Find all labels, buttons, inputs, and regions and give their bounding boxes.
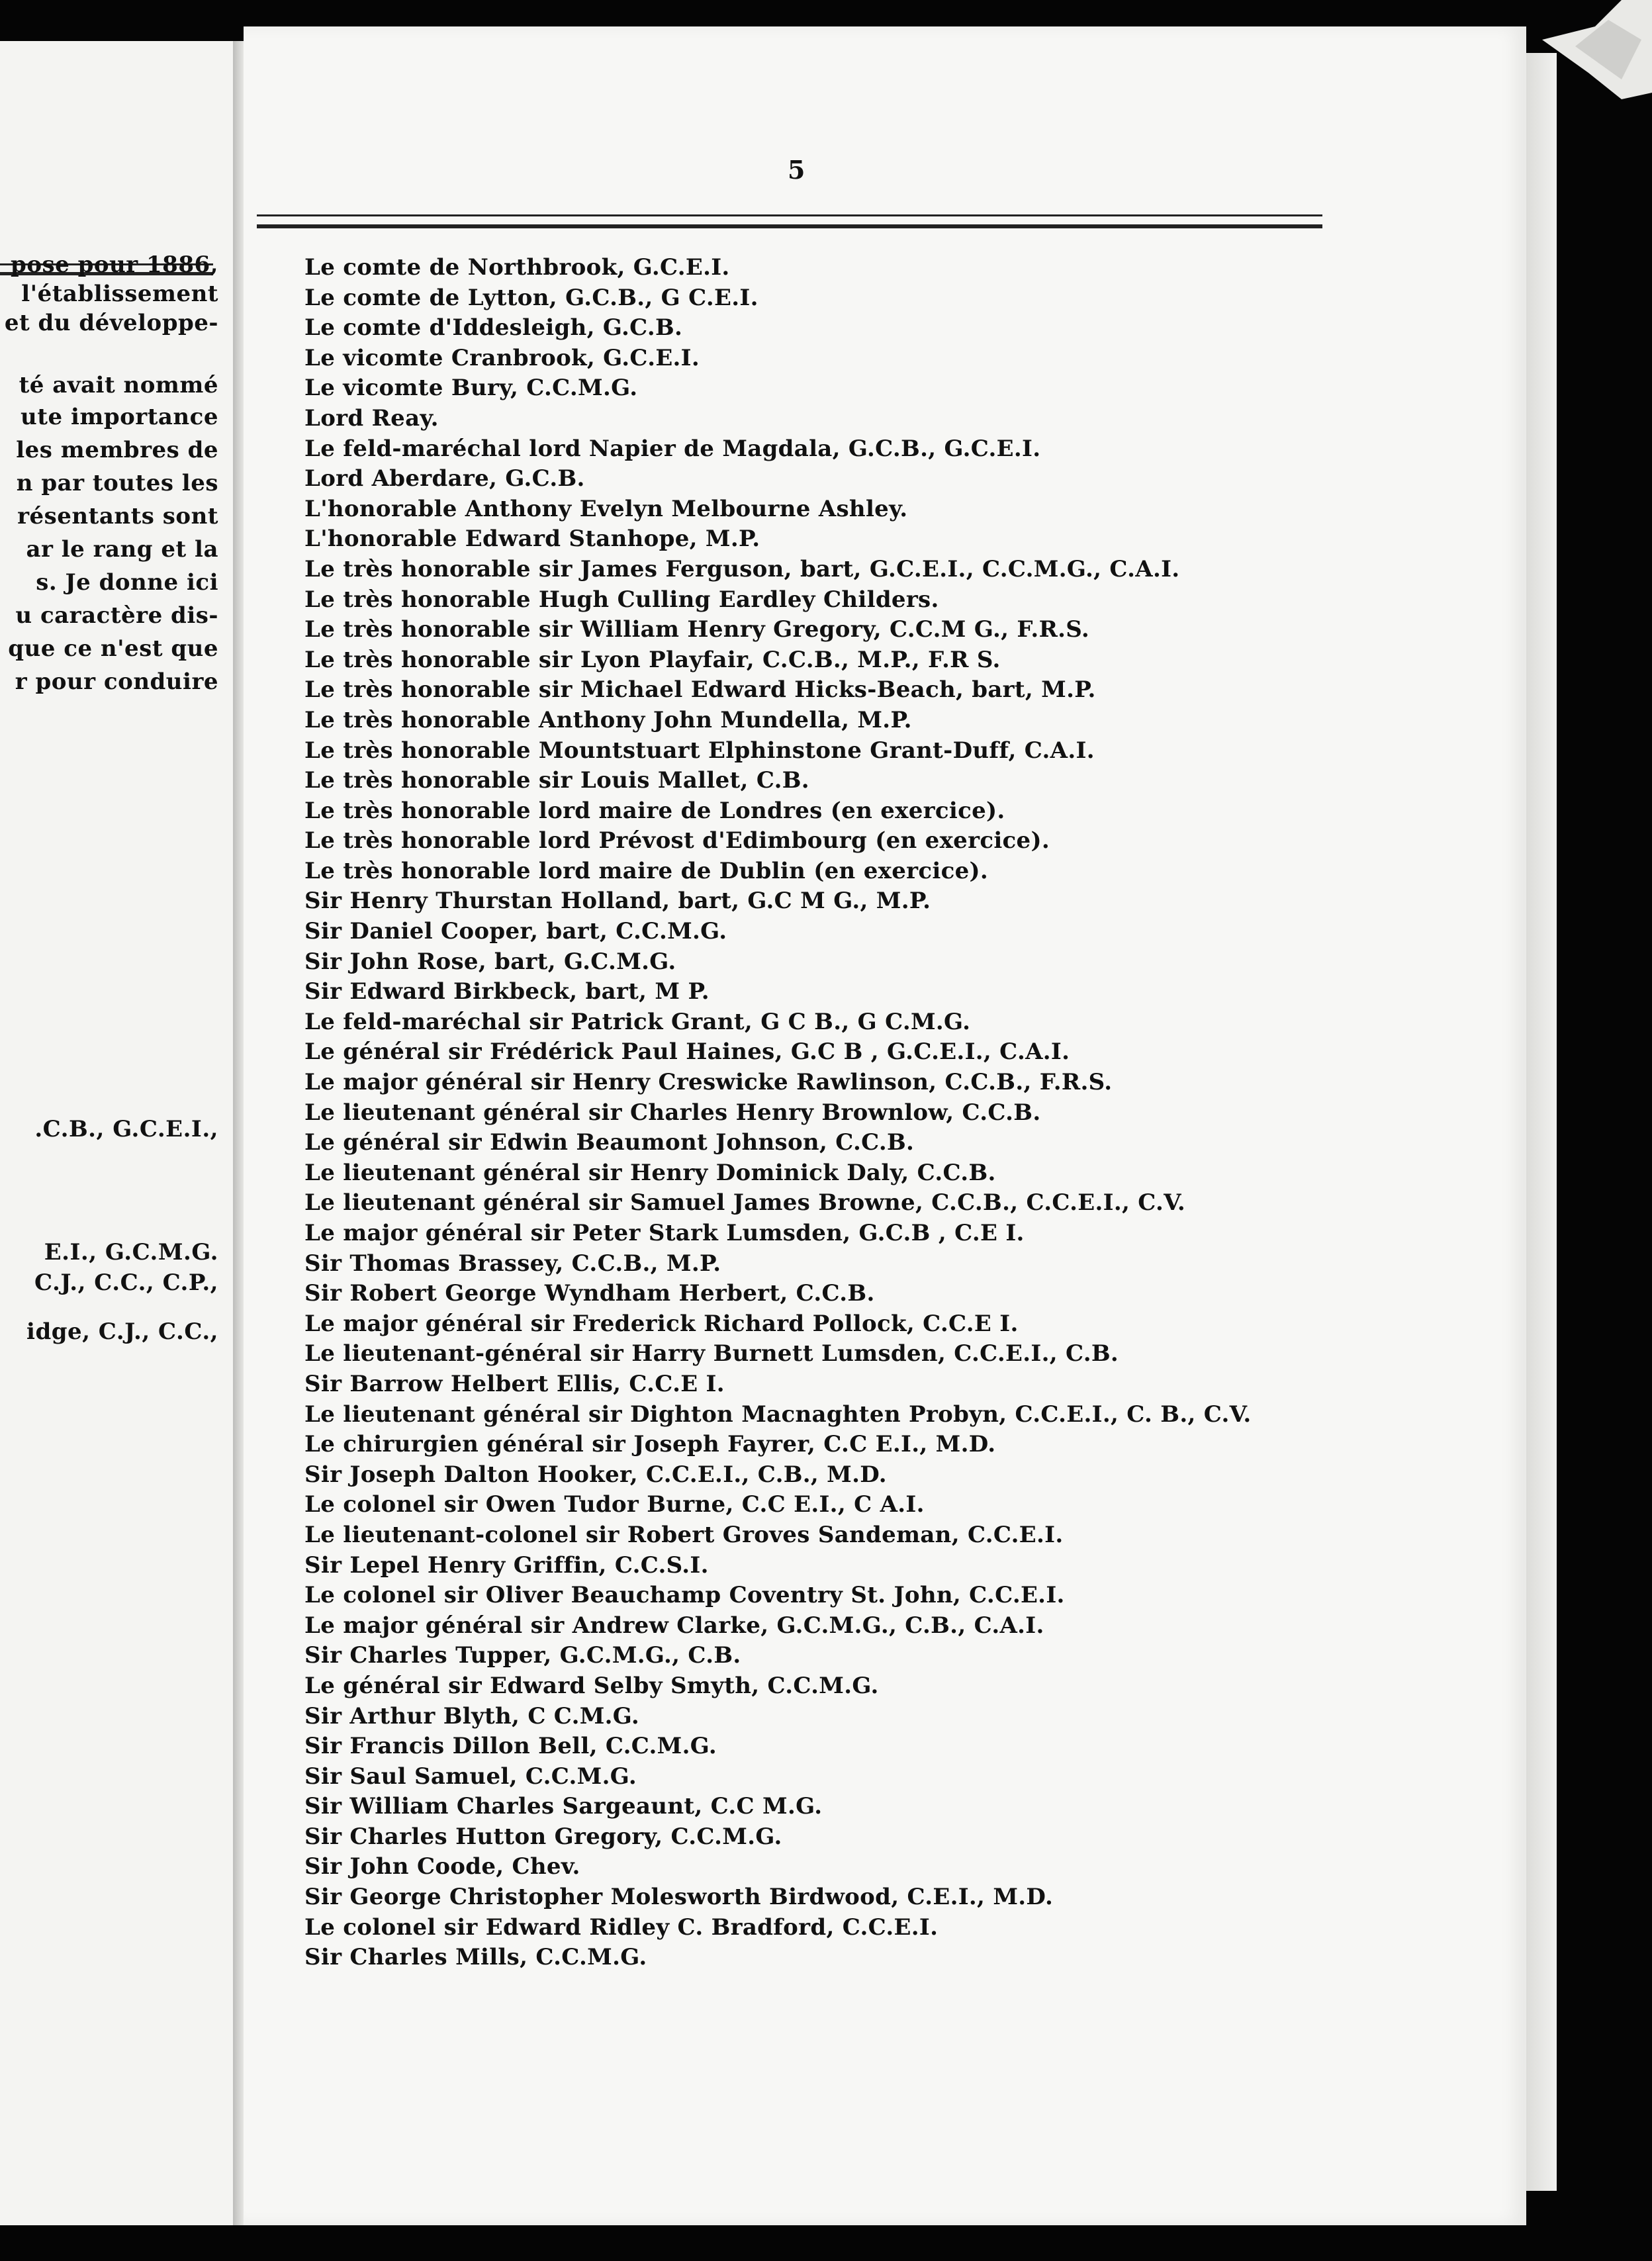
left-page-line: l'établissement	[21, 281, 218, 307]
left-page-line: et du développe-	[4, 310, 218, 336]
member-entry: Sir George Christopher Molesworth Birdwood, C.E.I., M.D.	[304, 1884, 1054, 1911]
member-entry: Le très honorable Mountstuart Elphinstone Grant-Duff, C.A.I.	[304, 737, 1095, 764]
left-page-line: ute importance	[21, 404, 218, 430]
left-page-line: idge, C.J., C.C.,	[26, 1318, 218, 1345]
member-entry: Sir Francis Dillon Bell, C.C.M.G.	[304, 1733, 717, 1760]
member-entry: Le très honorable sir Louis Mallet, C.B.	[304, 767, 809, 794]
member-entry: Sir Barrow Helbert Ellis, C.C.E I.	[304, 1370, 725, 1397]
member-entry: Le colonel sir Edward Ridley C. Bradford, C.C.E.I.	[304, 1914, 939, 1941]
left-page-line: té avait nommé	[19, 372, 218, 398]
member-entry: Le feld-maréchal lord Napier de Magdala, G.C.B., G.C.E.I.	[304, 435, 1041, 462]
member-entry: Sir John Coode, Chev.	[304, 1853, 580, 1880]
member-entry: Sir Joseph Dalton Hooker, C.C.E.I., C.B., M.D.	[304, 1461, 887, 1488]
member-entry: Le lieutenant-général sir Harry Burnett Lumsden, C.C.E.I., C.B.	[304, 1340, 1119, 1367]
left-page-line: u caractère dis-	[15, 602, 218, 629]
member-entry: Sir Daniel Cooper, bart, C.C.M.G.	[304, 918, 727, 945]
left-page-line: C.J., C.C., C.P.,	[34, 1269, 218, 1296]
member-entry: Le chirurgien général sir Joseph Fayrer, C.C E.I., M.D.	[304, 1431, 996, 1458]
member-entry: Le vicomte Cranbrook, G.C.E.I.	[304, 344, 700, 371]
left-page-line: r pour conduire	[15, 669, 218, 695]
left-page	[0, 41, 237, 2225]
page-edge	[1526, 53, 1557, 2191]
page-number: 5	[788, 155, 805, 185]
member-entry: Le très honorable lord maire de Dublin (en exercice).	[304, 857, 989, 884]
left-page-line: pose pour 1886,	[11, 252, 218, 278]
member-entry: Sir Charles Hutton Gregory, C.C.M.G.	[304, 1823, 782, 1850]
member-entry: Sir Robert George Wyndham Herbert, C.C.B.	[304, 1280, 875, 1307]
member-entry: Le lieutenant général sir Charles Henry Brownlow, C.C.B.	[304, 1099, 1041, 1126]
book-gutter	[233, 41, 244, 2225]
member-entry: Lord Reay.	[304, 404, 439, 432]
left-page-line: n par toutes les	[16, 470, 218, 496]
member-entry: Le très honorable lord maire de Londres (en exercice).	[304, 797, 1005, 824]
member-entry: Le très honorable sir William Henry Gregory, C.C.M G., F.R.S.	[304, 616, 1090, 643]
member-entry: Le très honorable Hugh Culling Eardley Childers.	[304, 586, 939, 613]
member-entry: Le très honorable sir James Ferguson, bart, G.C.E.I., C.C.M.G., C.A.I.	[304, 555, 1180, 582]
member-entry: Le très honorable sir Lyon Playfair, C.C.B., M.P., F.R S.	[304, 646, 1001, 673]
member-entry: Sir Charles Tupper, G.C.M.G., C.B.	[304, 1642, 741, 1669]
member-entry: Sir Arthur Blyth, C C.M.G.	[304, 1702, 640, 1730]
member-entry: Sir Charles Mills, C.C.M.G.	[304, 1944, 647, 1971]
member-entry: Le comte de Lytton, G.C.B., G C.E.I.	[304, 284, 758, 311]
member-entry: Le major général sir Andrew Clarke, G.C.M.G., C.B., C.A.I.	[304, 1612, 1044, 1639]
member-entry: Sir John Rose, bart, G.C.M.G.	[304, 948, 676, 975]
member-entry: Sir Henry Thurstan Holland, bart, G.C M G., M.P.	[304, 888, 931, 915]
member-entry: Le comte de Northbrook, G.C.E.I.	[304, 254, 730, 281]
member-list	[304, 253, 1252, 1973]
member-entry: Le major général sir Henry Creswicke Rawlinson, C.C.B., F.R.S.	[304, 1069, 1113, 1096]
left-page-line: .C.B., G.C.E.I.,	[34, 1116, 218, 1142]
member-entry: Le colonel sir Oliver Beauchamp Coventry St. John, C.C.E.I.	[304, 1582, 1065, 1609]
member-entry: Le major général sir Peter Stark Lumsden, G.C.B , C.E I.	[304, 1220, 1025, 1246]
left-page-line: que ce n'est que	[8, 635, 218, 662]
member-entry: Le lieutenant général sir Dighton Macnaghten Probyn, C.C.E.I., C. B., C.V.	[304, 1401, 1252, 1428]
left-page-line: ar le rang et la	[26, 536, 218, 563]
member-entry: Le général sir Frédérick Paul Haines, G.C B , G.C.E.I., C.A.I.	[304, 1038, 1070, 1066]
member-entry: L'honorable Anthony Evelyn Melbourne Ashley.	[304, 495, 908, 522]
member-entry: Lord Aberdare, G.C.B.	[304, 465, 585, 492]
member-entry: Le feld-maréchal sir Patrick Grant, G C B., G C.M.G.	[304, 1008, 971, 1035]
member-entry: Sir Lepel Henry Griffin, C.C.S.I.	[304, 1551, 709, 1579]
left-page-line: s. Je donne ici	[36, 569, 218, 596]
member-entry: Le lieutenant-colonel sir Robert Groves Sandeman, C.C.E.I.	[304, 1521, 1064, 1548]
member-entry: Le colonel sir Owen Tudor Burne, C.C E.I., C A.I.	[304, 1491, 925, 1518]
member-entry: Sir Saul Samuel, C.C.M.G.	[304, 1763, 637, 1790]
member-entry: Le très honorable lord Prévost d'Edimbourg (en exercice).	[304, 827, 1050, 854]
member-entry: Le lieutenant général sir Henry Dominick Daly, C.C.B.	[304, 1159, 996, 1186]
member-entry: Le major général sir Frederick Richard Pollock, C.C.E I.	[304, 1310, 1019, 1337]
left-page-line: résentants sont	[17, 503, 218, 530]
paper-corner-curl	[1423, 0, 1652, 106]
member-entry: Sir Edward Birkbeck, bart, M P.	[304, 978, 710, 1005]
left-page-line: les membres de	[16, 437, 218, 463]
left-page-line: E.I., G.C.M.G.	[44, 1239, 218, 1266]
member-entry: Le vicomte Bury, C.C.M.G.	[304, 375, 638, 402]
member-entry: Le comte d'Iddesleigh, G.C.B.	[304, 314, 683, 342]
member-entry: Sir William Charles Sargeaunt, C.C M.G.	[304, 1793, 823, 1820]
member-entry: Le général sir Edwin Beaumont Johnson, C.C.B.	[304, 1129, 915, 1156]
member-entry: Sir Thomas Brassey, C.C.B., M.P.	[304, 1250, 721, 1277]
member-entry: Le général sir Edward Selby Smyth, C.C.M.G.	[304, 1672, 879, 1699]
header-rule	[257, 214, 1322, 228]
member-entry: Le très honorable Anthony John Mundella, M.P.	[304, 706, 912, 733]
member-entry: Le très honorable sir Michael Edward Hicks-Beach, bart, M.P.	[304, 676, 1096, 704]
member-entry: Le lieutenant général sir Samuel James Browne, C.C.B., C.C.E.I., C.V.	[304, 1189, 1186, 1217]
member-entry: L'honorable Edward Stanhope, M.P.	[304, 526, 760, 553]
